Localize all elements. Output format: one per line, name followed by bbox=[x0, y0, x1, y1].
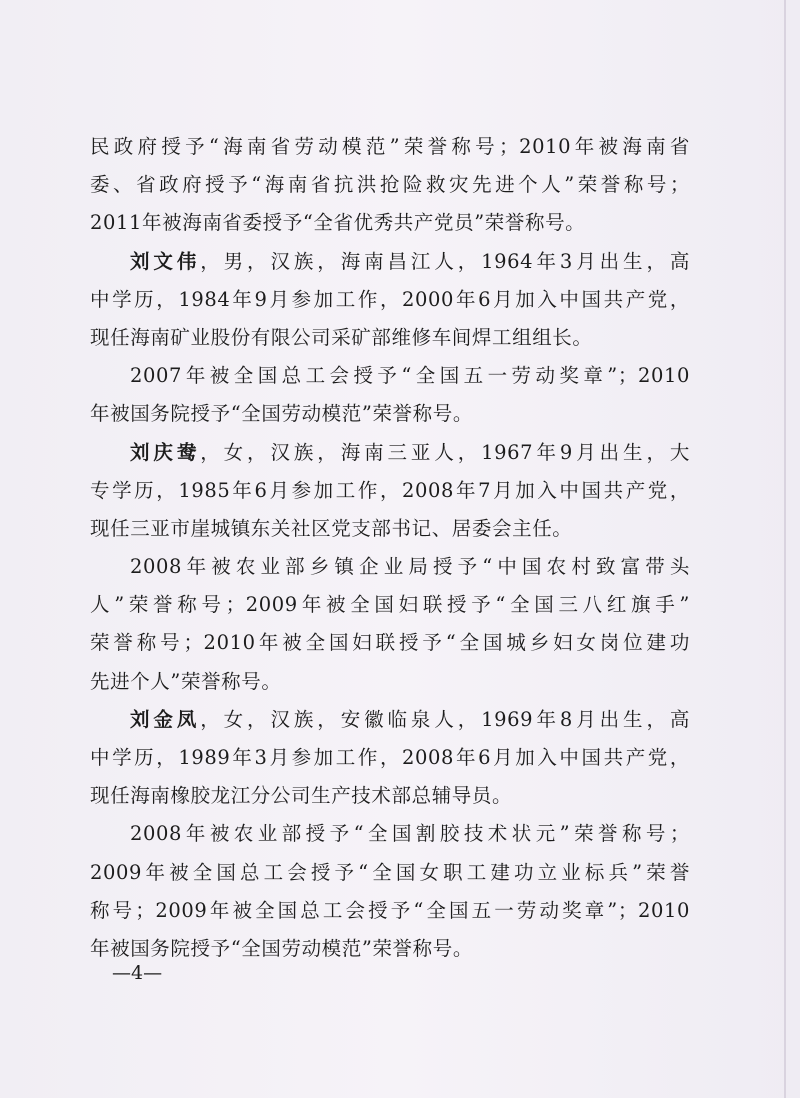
paragraph-bio-liu-qingyang bbox=[90, 434, 690, 549]
paragraph-bio-liu-wenwei bbox=[90, 243, 690, 358]
text-line: 2011年被海南省委授予“全省优秀共产党员”荣誉称号。 bbox=[90, 211, 586, 235]
text-line: 现任海南矿业股份有限公司采矿部维修车间焊工组组长。 bbox=[90, 325, 593, 349]
text-line: 年被国务院授予“全国劳动模范”荣誉称号。 bbox=[90, 936, 473, 960]
text-line: 先进个人”荣誉称号。 bbox=[90, 669, 282, 693]
paragraph-honors-liu-jinfeng bbox=[90, 815, 690, 968]
text-line: 年被国务院授予“全国劳动模范”荣誉称号。 bbox=[90, 402, 473, 426]
text-line: 现任三亚市崖城镇东关社区党支部书记、居委会主任。 bbox=[90, 516, 573, 540]
text-line: 2008年被农业部乡镇企业局授予“中国农村致富带头 bbox=[130, 555, 690, 579]
text-fragment: ，男，汉族，海南昌江人，1964年3月出生，高 bbox=[200, 249, 690, 273]
text-line: 委、省政府授予“海南省抗洪抢险救灾先进个人”荣誉称号； bbox=[90, 173, 690, 197]
text-line: 现任海南橡胶龙江分公司生产技术部总辅导员。 bbox=[90, 784, 513, 808]
text-line: 人”荣誉称号；2009年被全国妇联授予“全国三八红旗手” bbox=[90, 593, 690, 617]
person-name: 刘金凤 bbox=[130, 707, 201, 731]
text-line bbox=[90, 243, 690, 281]
page-number: —4— bbox=[112, 962, 163, 984]
text-line: 荣誉称号；2010年被全国妇联授予“全国城乡妇女岗位建功 bbox=[90, 631, 690, 655]
text-fragment: ，女，汉族，安徽临泉人，1969年8月出生，高 bbox=[200, 707, 690, 731]
paragraph-honors-liu-qingyang bbox=[90, 548, 690, 701]
text-fragment: ，女，汉族，海南三亚人，1967年9月出生，大 bbox=[200, 440, 690, 464]
person-name: 刘庆鸯 bbox=[130, 440, 201, 464]
paragraph-honors-liu-wenwei bbox=[90, 357, 690, 433]
text-line: 2008年被农业部授予“全国割胶技术状元”荣誉称号； bbox=[130, 822, 690, 846]
text-line: 2007年被全国总工会授予“全国五一劳动奖章”；2010 bbox=[130, 364, 690, 388]
paragraph-continuation bbox=[90, 128, 690, 243]
person-name: 刘文伟 bbox=[130, 249, 201, 273]
body-text bbox=[90, 128, 690, 968]
text-line: 民政府授予“海南省劳动模范”荣誉称号；2010年被海南省 bbox=[90, 135, 690, 158]
text-line: 专学历，1985年6月参加工作，2008年7月加入中国共产党， bbox=[90, 478, 690, 502]
text-line: 称号；2009年被全国总工会授予“全国五一劳动奖章”；2010 bbox=[90, 898, 690, 922]
text-line bbox=[90, 434, 690, 472]
text-line: 中学历，1984年9月参加工作，2000年6月加入中国共产党， bbox=[90, 287, 690, 311]
paragraph-bio-liu-jinfeng bbox=[90, 701, 690, 816]
text-line: 中学历，1989年3月参加工作，2008年6月加入中国共产党， bbox=[90, 746, 690, 769]
text-line bbox=[90, 701, 690, 739]
page-edge-shadow bbox=[784, 0, 786, 1098]
text-line: 2009年被全国总工会授予“全国女职工建功立业标兵”荣誉 bbox=[90, 860, 690, 884]
